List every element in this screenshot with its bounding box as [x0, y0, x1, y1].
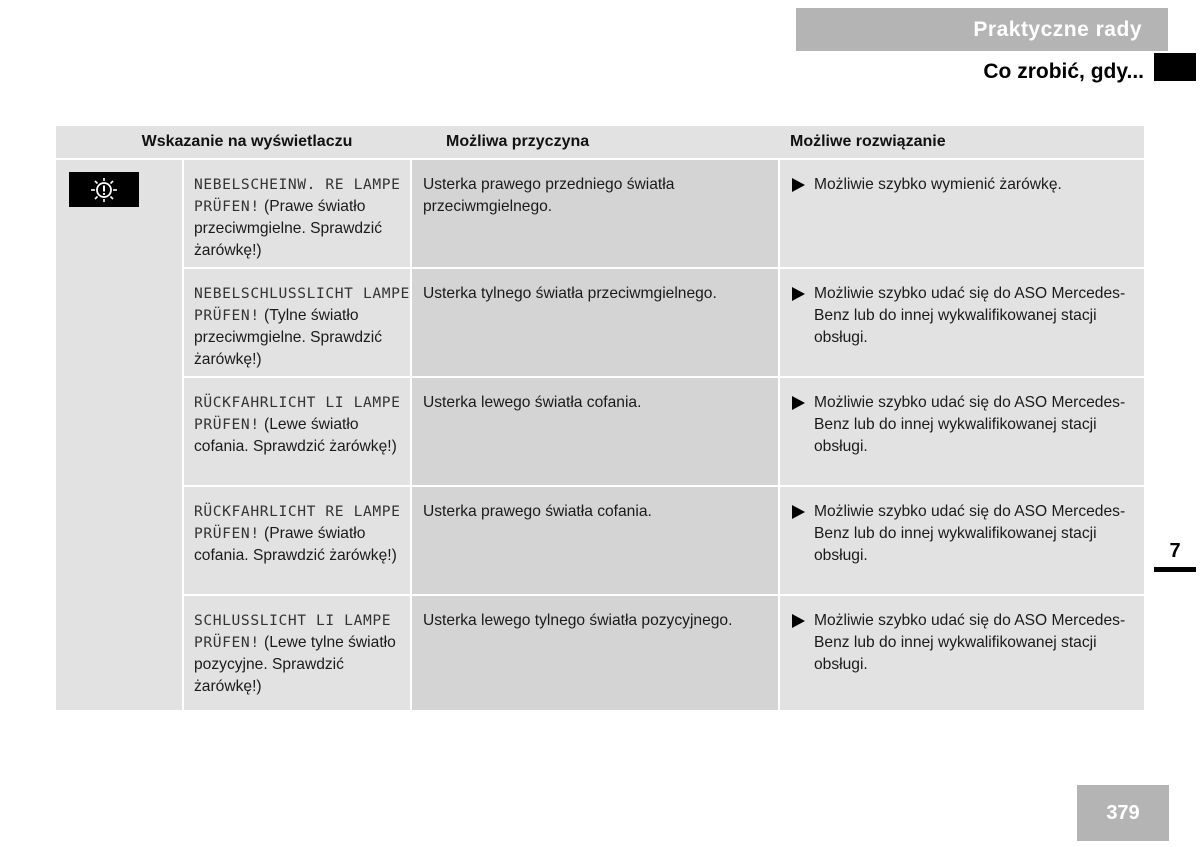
bullet-triangle-icon — [792, 178, 805, 192]
page-number: 379 — [1077, 785, 1169, 841]
display-cell — [184, 160, 410, 267]
display-code: NEBELSCHEINW. RE LAMPE PRÜFEN! — [194, 176, 401, 215]
icon-column — [56, 160, 182, 710]
display-translation: (Prawe światło przeciwmgielne. Sprawdzić żarówkę!) — [194, 198, 383, 259]
display-translation: (Prawe światło cofania. Sprawdzić żarówkę!) — [194, 525, 397, 564]
cause-cell: Usterka prawego przedniego światła przeciwmgielnego. — [412, 160, 778, 267]
chapter-number: 7 — [1169, 539, 1181, 562]
display-code: RÜCKFAHRLICHT RE LAMPE PRÜFEN! — [194, 503, 401, 542]
solution-cell — [780, 269, 1144, 376]
section-title: Praktyczne rady — [796, 8, 1168, 51]
cause-cell: Usterka prawego światła cofania. — [412, 487, 778, 594]
bullet-triangle-icon — [792, 287, 805, 301]
column-header-cause: Możliwa przyczyna — [446, 133, 590, 150]
fog-light-fault-icon — [69, 172, 139, 207]
table-row — [184, 269, 1144, 376]
chapter-rule — [1154, 567, 1196, 572]
cause-cell: Usterka lewego tylnego światła pozycyjnego. — [412, 596, 778, 710]
bullet-triangle-icon — [792, 614, 805, 628]
solution-cell — [780, 378, 1144, 485]
cause-cell: Usterka tylnego światła przeciwmgielnego. — [412, 269, 778, 376]
solution-text: Możliwie szybko udać się do ASO Mercedes-Benz lub do innej wykwalifikowanej stacji obsługi. — [814, 394, 1126, 455]
display-cell — [184, 487, 410, 594]
solution-cell — [780, 596, 1144, 710]
solution-cell — [780, 160, 1144, 267]
display-cell — [184, 269, 410, 376]
column-header-solution: Możliwe rozwiązanie — [790, 133, 946, 150]
bullet-triangle-icon — [792, 396, 805, 410]
solution-cell — [780, 487, 1144, 594]
display-code: NEBELSCHLUSSLICHT LAMPE PRÜFEN! — [194, 285, 410, 324]
display-translation: (Lewe światło cofania. Sprawdzić żarówkę!) — [194, 416, 397, 455]
bullet-triangle-icon — [792, 505, 805, 519]
table-row — [184, 596, 1144, 710]
solution-text: Możliwie szybko udać się do ASO Mercedes-Benz lub do innej wykwalifikowanej stacji obsługi. — [814, 612, 1126, 673]
solution-text: Możliwie szybko wymienić żarówkę. — [814, 176, 1062, 193]
solution-text: Możliwie szybko udać się do ASO Mercedes-Benz lub do innej wykwalifikowanej stacji obsługi. — [814, 503, 1126, 564]
display-code: SCHLUSSLICHT LI LAMPE PRÜFEN! — [194, 612, 392, 651]
column-header-display: Wskazanie na wyświetlaczu — [141, 133, 353, 150]
display-translation: (Lewe tylne światło pozycyjne. Sprawdzić żarówkę!) — [194, 634, 396, 695]
display-cell — [184, 378, 410, 485]
display-cell — [184, 596, 410, 710]
table-row — [184, 487, 1144, 594]
solution-text: Możliwie szybko udać się do ASO Mercedes-Benz lub do innej wykwalifikowanej stacji obsługi. — [814, 285, 1126, 346]
display-translation: (Tylne światło przeciwmgielne. Sprawdzić żarówkę!) — [194, 307, 383, 368]
fog-light-fault-icon-glyph — [86, 176, 122, 204]
table-row — [184, 160, 1144, 267]
section-marker-block — [1154, 53, 1196, 81]
subsection-title: Co zrobić, gdy... — [983, 60, 1144, 83]
warning-table — [56, 126, 1144, 710]
display-code: RÜCKFAHRLICHT LI LAMPE PRÜFEN! — [194, 394, 401, 433]
table-row — [184, 378, 1144, 485]
cause-cell: Usterka lewego światła cofania. — [412, 378, 778, 485]
